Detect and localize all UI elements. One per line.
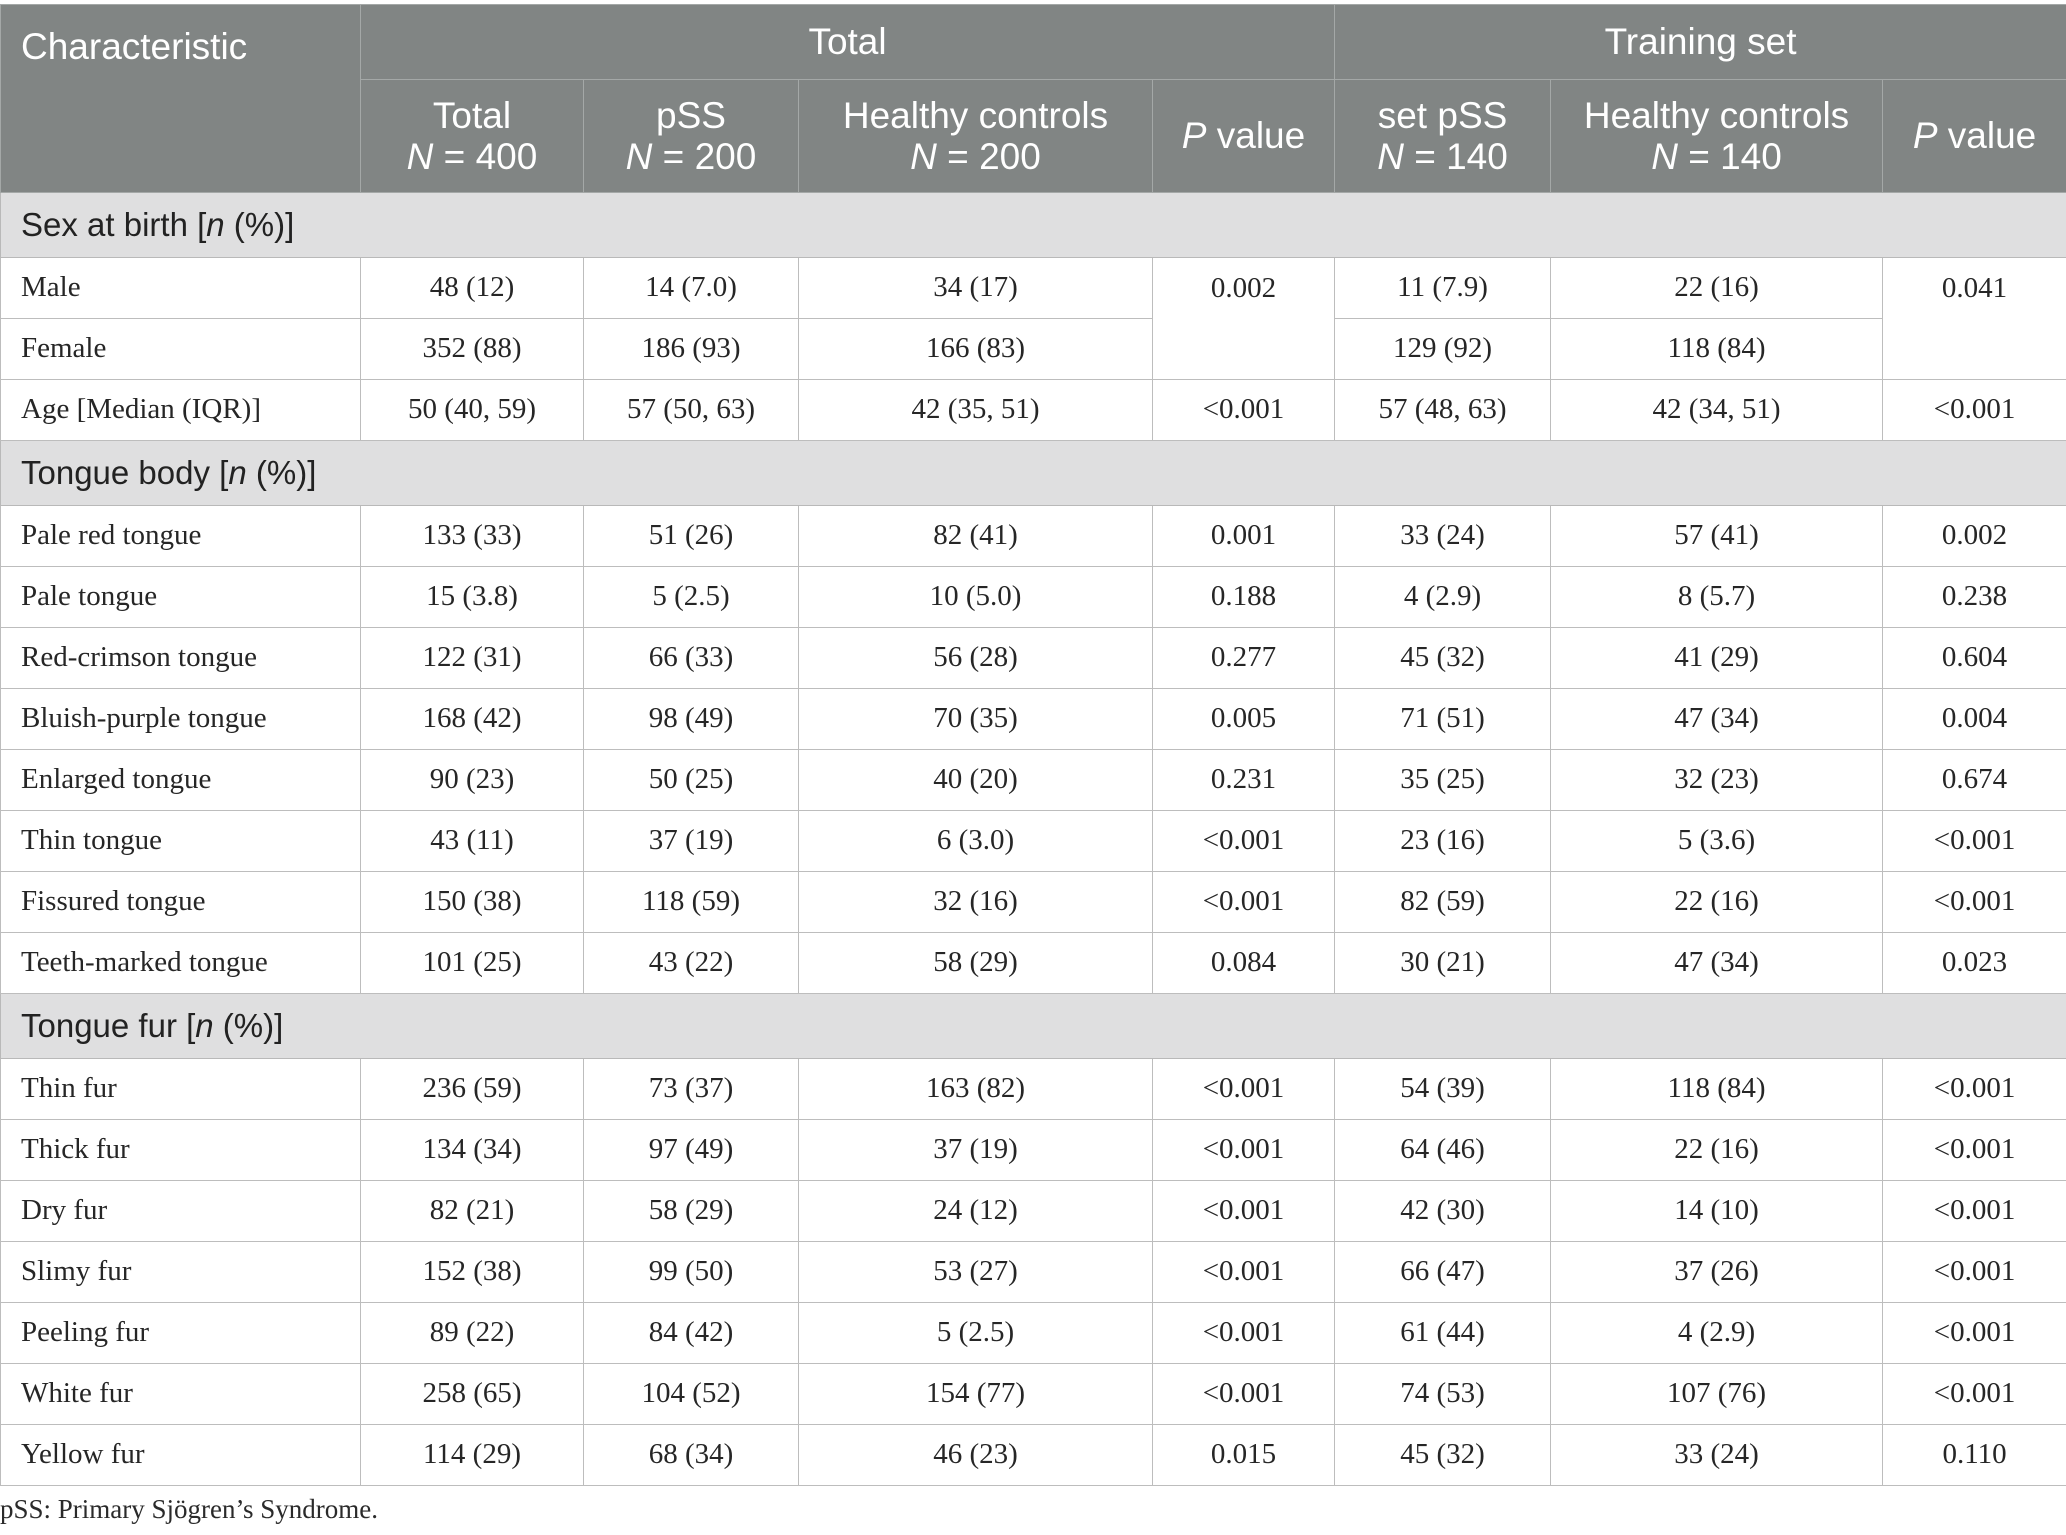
cell-healthy-controls: 163 (82) [799, 1058, 1153, 1119]
row-label: Yellow fur [1, 1424, 361, 1485]
cell-total: 150 (38) [361, 871, 584, 932]
header-col-training-healthy-controls-name: Healthy controls [1583, 94, 1850, 136]
row-label: Pale tongue [1, 566, 361, 627]
section-text-italic: n [195, 1006, 214, 1044]
n-value: = 140 [1677, 135, 1782, 177]
header-col-pss-n [584, 136, 798, 177]
table-row [1, 1058, 2066, 1119]
header-col-training-healthy-controls [1551, 79, 1883, 192]
header-col-pss-name: pSS [656, 94, 726, 136]
n-value: = 140 [1403, 135, 1508, 177]
cell-p-value: <0.001 [1153, 1119, 1335, 1180]
table-row [1, 1241, 2066, 1302]
table-row [1, 566, 2066, 627]
cell-training-healthy-controls: 37 (26) [1551, 1241, 1883, 1302]
cell-total: 114 (29) [361, 1424, 584, 1485]
cell-healthy-controls: 6 (3.0) [799, 810, 1153, 871]
header-col-set-pss [1335, 79, 1551, 192]
cell-set-pss: 82 (59) [1335, 871, 1551, 932]
table-header [1, 5, 2066, 193]
cell-set-pss: 23 (16) [1335, 810, 1551, 871]
cell-set-pss: 45 (32) [1335, 1424, 1551, 1485]
row-label: Age [Median (IQR)] [1, 379, 361, 440]
header-col-pss [584, 79, 799, 192]
cell-total: 89 (22) [361, 1302, 584, 1363]
cell-healthy-controls: 40 (20) [799, 749, 1153, 810]
cell-p-value: 0.005 [1153, 688, 1335, 749]
cell-training-healthy-controls: 32 (23) [1551, 749, 1883, 810]
section-text: (%)] [246, 453, 317, 491]
cell-p-value: 0.002 [1153, 257, 1335, 379]
header-characteristic-blank [1, 79, 361, 192]
table-row [1, 688, 2066, 749]
table-row [1, 749, 2066, 810]
cell-training-p-value: <0.001 [1883, 1119, 2066, 1180]
table-footnote: pSS: Primary Sjögren’s Syndrome. [0, 1494, 379, 1524]
cell-p-value: <0.001 [1153, 1058, 1335, 1119]
row-label: Enlarged tongue [1, 749, 361, 810]
cell-training-healthy-controls: 4 (2.9) [1551, 1302, 1883, 1363]
cell-total: 101 (25) [361, 932, 584, 993]
cell-training-healthy-controls: 22 (16) [1551, 871, 1883, 932]
section-text: Tongue body [ [21, 453, 229, 491]
header-row-columns [1, 79, 2066, 192]
characteristics-table [0, 4, 2066, 1486]
cell-set-pss: 71 (51) [1335, 688, 1551, 749]
cell-set-pss: 4 (2.9) [1335, 566, 1551, 627]
n-value: = 400 [433, 135, 538, 177]
cell-set-pss: 11 (7.9) [1335, 257, 1551, 318]
row-label: Thin fur [1, 1058, 361, 1119]
cell-healthy-controls: 10 (5.0) [799, 566, 1153, 627]
table-row [1, 505, 2066, 566]
cell-training-healthy-controls: 8 (5.7) [1551, 566, 1883, 627]
header-row-groups [1, 5, 2066, 80]
cell-training-healthy-controls: 33 (24) [1551, 1424, 1883, 1485]
cell-training-p-value: <0.001 [1883, 871, 2066, 932]
row-label: White fur [1, 1363, 361, 1424]
cell-set-pss: 45 (32) [1335, 627, 1551, 688]
cell-p-value: 0.084 [1153, 932, 1335, 993]
header-group-training-set: Training set [1335, 5, 2066, 80]
cell-pss: 118 (59) [584, 871, 799, 932]
cell-set-pss: 35 (25) [1335, 749, 1551, 810]
p-rest: value [1206, 115, 1306, 156]
n-value: = 200 [936, 135, 1041, 177]
cell-training-healthy-controls: 5 (3.6) [1551, 810, 1883, 871]
p-label: P [1181, 115, 1207, 156]
cell-pss: 50 (25) [584, 749, 799, 810]
cell-set-pss: 61 (44) [1335, 1302, 1551, 1363]
cell-p-value: <0.001 [1153, 379, 1335, 440]
table-row [1, 1180, 2066, 1241]
cell-total: 133 (33) [361, 505, 584, 566]
section-row [1, 993, 2066, 1058]
cell-pss: 14 (7.0) [584, 257, 799, 318]
cell-total: 168 (42) [361, 688, 584, 749]
row-label: Fissured tongue [1, 871, 361, 932]
cell-training-healthy-controls: 42 (34, 51) [1551, 379, 1883, 440]
row-label: Teeth-marked tongue [1, 932, 361, 993]
header-col-training-healthy-controls-n [1551, 136, 1882, 177]
table-row [1, 1119, 2066, 1180]
cell-healthy-controls: 37 (19) [799, 1119, 1153, 1180]
cell-pss: 84 (42) [584, 1302, 799, 1363]
row-label: Thick fur [1, 1119, 361, 1180]
cell-training-p-value: 0.023 [1883, 932, 2066, 993]
cell-set-pss: 33 (24) [1335, 505, 1551, 566]
cell-training-p-value: <0.001 [1883, 1241, 2066, 1302]
header-col-healthy-controls-name: Healthy controls [842, 94, 1109, 136]
table-row [1, 932, 2066, 993]
cell-training-healthy-controls: 47 (34) [1551, 932, 1883, 993]
cell-total: 152 (38) [361, 1241, 584, 1302]
cell-set-pss: 66 (47) [1335, 1241, 1551, 1302]
cell-set-pss: 57 (48, 63) [1335, 379, 1551, 440]
cell-pss: 186 (93) [584, 318, 799, 379]
cell-healthy-controls: 32 (16) [799, 871, 1153, 932]
table-row [1, 318, 2066, 379]
cell-training-healthy-controls: 107 (76) [1551, 1363, 1883, 1424]
section-tongue-body [1, 440, 2066, 505]
cell-pss: 5 (2.5) [584, 566, 799, 627]
cell-pss: 104 (52) [584, 1363, 799, 1424]
row-label: Male [1, 257, 361, 318]
cell-pss: 66 (33) [584, 627, 799, 688]
cell-training-p-value: <0.001 [1883, 810, 2066, 871]
cell-training-healthy-controls: 118 (84) [1551, 318, 1883, 379]
header-col-total-n [361, 136, 583, 177]
n-label: N [1651, 135, 1678, 177]
cell-healthy-controls: 166 (83) [799, 318, 1153, 379]
cell-set-pss: 74 (53) [1335, 1363, 1551, 1424]
cell-healthy-controls: 24 (12) [799, 1180, 1153, 1241]
cell-training-healthy-controls: 14 (10) [1551, 1180, 1883, 1241]
table-row [1, 1302, 2066, 1363]
section-text: Tongue fur [ [21, 1006, 196, 1044]
cell-set-pss: 129 (92) [1335, 318, 1551, 379]
cell-total: 134 (34) [361, 1119, 584, 1180]
cell-total: 122 (31) [361, 627, 584, 688]
cell-training-p-value: <0.001 [1883, 379, 2066, 440]
cell-healthy-controls: 56 (28) [799, 627, 1153, 688]
cell-healthy-controls: 34 (17) [799, 257, 1153, 318]
cell-p-value: <0.001 [1153, 871, 1335, 932]
cell-training-p-value: 0.110 [1883, 1424, 2066, 1485]
cell-training-p-value: <0.001 [1883, 1180, 2066, 1241]
cell-set-pss: 42 (30) [1335, 1180, 1551, 1241]
cell-total: 43 (11) [361, 810, 584, 871]
cell-p-value: <0.001 [1153, 810, 1335, 871]
header-col-total-name: Total [432, 94, 512, 136]
cell-healthy-controls: 46 (23) [799, 1424, 1153, 1485]
row-label: Pale red tongue [1, 505, 361, 566]
cell-healthy-controls: 154 (77) [799, 1363, 1153, 1424]
cell-training-healthy-controls: 22 (16) [1551, 1119, 1883, 1180]
cell-healthy-controls: 82 (41) [799, 505, 1153, 566]
n-label: N [625, 135, 653, 177]
cell-total: 352 (88) [361, 318, 584, 379]
cell-total: 15 (3.8) [361, 566, 584, 627]
p-label: P [1912, 115, 1938, 156]
cell-pss: 73 (37) [584, 1058, 799, 1119]
cell-healthy-controls: 53 (27) [799, 1241, 1153, 1302]
row-label: Female [1, 318, 361, 379]
cell-p-value: 0.001 [1153, 505, 1335, 566]
cell-training-p-value: 0.238 [1883, 566, 2066, 627]
header-col-total [361, 79, 584, 192]
cell-pss: 97 (49) [584, 1119, 799, 1180]
cell-training-p-value: 0.604 [1883, 627, 2066, 688]
section-text: (%)] [213, 1006, 284, 1044]
n-label: N [1377, 135, 1404, 177]
n-label: N [406, 135, 434, 177]
cell-p-value: 0.277 [1153, 627, 1335, 688]
cell-training-healthy-controls: 22 (16) [1551, 257, 1883, 318]
header-characteristic: Characteristic [1, 5, 361, 80]
cell-total: 90 (23) [361, 749, 584, 810]
section-text-italic: n [228, 453, 247, 491]
table-row [1, 871, 2066, 932]
section-row [1, 440, 2066, 505]
row-label: Dry fur [1, 1180, 361, 1241]
cell-healthy-controls: 42 (35, 51) [799, 379, 1153, 440]
cell-total: 236 (59) [361, 1058, 584, 1119]
cell-pss: 43 (22) [584, 932, 799, 993]
header-col-set-pss-name: set pSS [1377, 94, 1508, 136]
cell-healthy-controls: 58 (29) [799, 932, 1153, 993]
cell-pss: 68 (34) [584, 1424, 799, 1485]
cell-total: 50 (40, 59) [361, 379, 584, 440]
cell-pss: 57 (50, 63) [584, 379, 799, 440]
table-row [1, 379, 2066, 440]
cell-training-p-value: <0.001 [1883, 1363, 2066, 1424]
cell-p-value: <0.001 [1153, 1180, 1335, 1241]
section-sex-at-birth [1, 192, 2066, 257]
cell-total: 82 (21) [361, 1180, 584, 1241]
cell-training-p-value: <0.001 [1883, 1302, 2066, 1363]
cell-healthy-controls: 5 (2.5) [799, 1302, 1153, 1363]
cell-training-p-value: 0.004 [1883, 688, 2066, 749]
section-row [1, 192, 2066, 257]
section-text: Sex at birth [ [21, 205, 207, 243]
cell-training-p-value: 0.002 [1883, 505, 2066, 566]
section-text-italic: n [206, 205, 225, 243]
cell-pss: 99 (50) [584, 1241, 799, 1302]
table-row [1, 810, 2066, 871]
cell-training-healthy-controls: 47 (34) [1551, 688, 1883, 749]
table-body [1, 192, 2066, 1485]
section-tongue-fur [1, 993, 2066, 1058]
header-col-healthy-controls [799, 79, 1153, 192]
cell-training-p-value: 0.674 [1883, 749, 2066, 810]
cell-total: 48 (12) [361, 257, 584, 318]
cell-pss: 51 (26) [584, 505, 799, 566]
cell-pss: 98 (49) [584, 688, 799, 749]
cell-pss: 58 (29) [584, 1180, 799, 1241]
header-col-p-value [1153, 79, 1335, 192]
cell-training-healthy-controls: 118 (84) [1551, 1058, 1883, 1119]
cell-training-p-value: 0.041 [1883, 257, 2066, 379]
cell-training-healthy-controls: 41 (29) [1551, 627, 1883, 688]
row-label: Thin tongue [1, 810, 361, 871]
table-row [1, 627, 2066, 688]
header-col-healthy-controls-n [799, 136, 1152, 177]
row-label: Peeling fur [1, 1302, 361, 1363]
cell-set-pss: 30 (21) [1335, 932, 1551, 993]
cell-total: 258 (65) [361, 1363, 584, 1424]
p-rest: value [1937, 115, 2037, 156]
table-row [1, 1363, 2066, 1424]
n-label: N [910, 135, 937, 177]
table-row [1, 257, 2066, 318]
n-value: = 200 [652, 135, 757, 177]
cell-training-healthy-controls: 57 (41) [1551, 505, 1883, 566]
table-row [1, 1424, 2066, 1485]
cell-pss: 37 (19) [584, 810, 799, 871]
row-label: Bluish-purple tongue [1, 688, 361, 749]
cell-set-pss: 54 (39) [1335, 1058, 1551, 1119]
section-text: (%)] [224, 205, 295, 243]
row-label: Red-crimson tongue [1, 627, 361, 688]
cell-training-p-value: <0.001 [1883, 1058, 2066, 1119]
cell-p-value: 0.231 [1153, 749, 1335, 810]
cell-p-value: <0.001 [1153, 1241, 1335, 1302]
cell-p-value: 0.015 [1153, 1424, 1335, 1485]
header-col-training-p-value [1883, 79, 2066, 192]
cell-set-pss: 64 (46) [1335, 1119, 1551, 1180]
cell-p-value: <0.001 [1153, 1302, 1335, 1363]
row-label: Slimy fur [1, 1241, 361, 1302]
cell-p-value: <0.001 [1153, 1363, 1335, 1424]
header-col-set-pss-n [1335, 136, 1550, 177]
cell-healthy-controls: 70 (35) [799, 688, 1153, 749]
results-table-container [0, 4, 2066, 1486]
cell-p-value: 0.188 [1153, 566, 1335, 627]
header-group-total: Total [361, 5, 1335, 80]
